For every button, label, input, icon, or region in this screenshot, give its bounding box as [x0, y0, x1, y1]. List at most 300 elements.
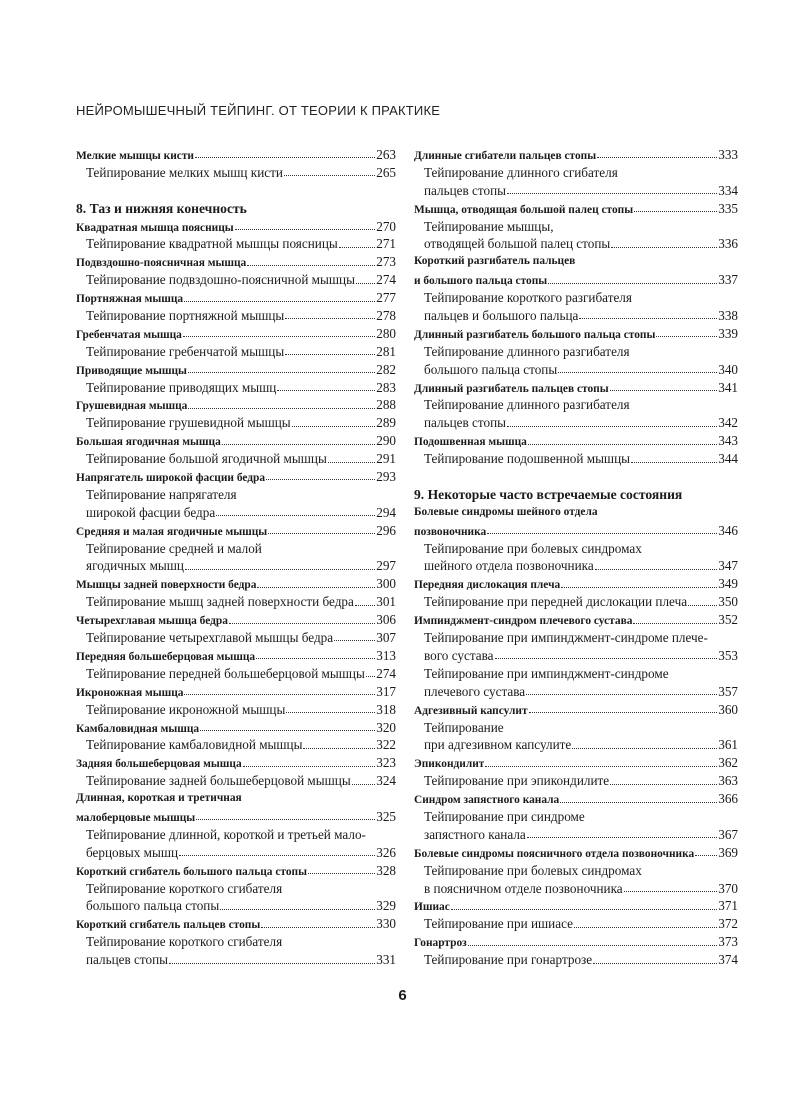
toc-page-number: 271	[376, 236, 396, 252]
toc-entry-title: Напрягатель широкой фасции бедра	[76, 472, 266, 485]
dot-leader	[597, 156, 717, 158]
toc-subentry-title: при адгезивном капсулите	[424, 737, 572, 753]
toc-entry-title: Гребенчатая мышца	[76, 328, 182, 341]
dot-leader	[688, 604, 717, 606]
dot-leader	[216, 514, 375, 516]
toc-entry-line	[414, 862, 738, 880]
toc-subentry-title: Тейпирование при синдроме	[424, 808, 585, 824]
dot-leader	[229, 622, 375, 624]
toc-entry-line	[76, 880, 396, 898]
dot-leader	[268, 532, 375, 534]
toc-entry-line	[414, 164, 738, 182]
toc-subentry-title: большого пальца стопы	[424, 361, 558, 377]
toc-entry-title: Длинный разгибатель большого пальца стопы	[414, 328, 656, 341]
toc-entry[interactable]	[414, 432, 738, 450]
toc-entry[interactable]	[414, 880, 738, 898]
toc-subentry-title: Тейпирование квадратной мышцы поясницы	[86, 236, 338, 252]
toc-column-right	[414, 146, 738, 969]
toc-page-number: 361	[718, 737, 738, 753]
toc-entry[interactable]	[76, 951, 396, 969]
dot-leader	[195, 156, 375, 158]
toc-subentry-title: Тейпирование камбаловидной мышцы	[86, 737, 303, 753]
dot-leader	[220, 908, 375, 910]
dot-leader	[633, 622, 717, 624]
toc-subentry-title: Тейпирование напрягателя	[86, 486, 237, 502]
dot-leader	[574, 926, 717, 928]
toc-entry[interactable]	[76, 611, 396, 629]
toc-entry-title: Мышцы задней поверхности бедра	[76, 579, 257, 592]
toc-page-number: 363	[718, 773, 738, 789]
dot-leader	[303, 747, 375, 749]
toc-entry[interactable]	[76, 396, 396, 414]
dot-leader	[656, 335, 717, 337]
dot-leader	[579, 317, 717, 319]
dot-leader	[285, 353, 375, 355]
dot-leader	[292, 425, 376, 427]
toc-entry[interactable]	[76, 307, 396, 325]
dot-leader	[610, 783, 717, 785]
dot-leader	[355, 604, 375, 606]
toc-page-number: 346	[718, 522, 738, 538]
toc-entry[interactable]	[76, 719, 396, 737]
toc-page-number: 337	[718, 272, 738, 288]
toc-page-number: 283	[376, 379, 396, 395]
toc-subentry-title: Тейпирование длинного разгибателя	[424, 397, 630, 413]
section-heading: 9. Некоторые часто встречаемые состояния	[414, 486, 683, 502]
dot-leader	[308, 872, 375, 874]
toc-subentry-title: пальцев стопы	[86, 952, 169, 968]
toc-entry-line	[414, 719, 738, 737]
toc-entry[interactable]	[76, 271, 396, 289]
toc-subentry-title: Тейпирование длинной, короткой и третьей мало-	[86, 826, 366, 842]
toc-entry[interactable]	[414, 844, 738, 862]
toc-subentry-title: пальцев стопы	[424, 182, 507, 198]
toc-subentry-title: Тейпирование при ишиасе	[424, 916, 573, 932]
toc-entry[interactable]	[76, 164, 396, 182]
toc-entry[interactable]	[76, 629, 396, 647]
toc-page-number: 339	[718, 325, 738, 341]
dot-leader	[247, 264, 375, 266]
toc-page-number: 301	[376, 594, 396, 610]
dot-leader	[468, 944, 717, 946]
toc-page-number: 344	[718, 451, 738, 467]
toc-entry-title: Большая ягодичная мышца	[76, 436, 221, 449]
toc-entry-title: Длинная, короткая и третичная	[76, 792, 242, 805]
toc-entry[interactable]	[76, 146, 396, 164]
toc-subentry-title: Тейпирование гребенчатой мышцы	[86, 343, 285, 359]
toc-entry[interactable]	[414, 951, 738, 969]
toc-page-number: 307	[376, 630, 396, 646]
dot-leader	[184, 693, 375, 695]
toc-entry[interactable]	[414, 414, 738, 432]
toc-page-number: 290	[376, 433, 396, 449]
dot-leader	[487, 532, 717, 534]
toc-page-number: 318	[376, 701, 396, 717]
dot-leader	[196, 818, 375, 820]
toc-entry[interactable]	[414, 933, 738, 951]
toc-page-number: 349	[718, 576, 738, 592]
toc-subentry-title: Тейпирование короткого сгибателя	[86, 880, 283, 896]
toc-entry-line	[76, 540, 396, 558]
toc-page-number: 281	[376, 343, 396, 359]
toc-page-number: 325	[376, 808, 396, 824]
toc-page-number: 352	[718, 612, 738, 628]
toc-entry-line	[414, 396, 738, 414]
spacer	[414, 468, 738, 486]
toc-entry[interactable]	[414, 647, 738, 665]
toc-page-number: 296	[376, 522, 396, 538]
toc-subentry-title: Тейпирование передней большеберцовой мышцы	[86, 665, 365, 681]
toc-subentry-title: пальцев стопы	[424, 415, 507, 431]
toc-subentry-title: Тейпирование подвздошно-поясничной мышцы	[86, 272, 355, 288]
toc-entry-title: Подошвенная мышца	[414, 436, 527, 449]
toc-page-number: 322	[376, 737, 396, 753]
toc-entry[interactable]	[76, 897, 396, 915]
toc-entry-title: Длинный разгибатель пальцев стопы	[414, 382, 609, 395]
toc-page-number: 333	[718, 147, 738, 162]
toc-page-number: 323	[376, 755, 396, 771]
toc-page-number: 273	[376, 254, 396, 270]
dot-leader	[266, 478, 375, 480]
toc-subentry-title: Тейпирование грушевидной мышцы	[86, 415, 291, 431]
toc-entry[interactable]	[414, 772, 738, 790]
toc-page-number: 329	[376, 898, 396, 914]
toc-entry[interactable]	[76, 253, 396, 271]
toc-subentry-title: Тейпирование длинного сгибателя	[424, 164, 618, 180]
toc-entry[interactable]	[414, 790, 738, 808]
toc-subentry-title: Тейпирование приводящих мышц	[86, 379, 277, 395]
toc-entry-title: Приводящие мышцы	[76, 364, 187, 377]
toc-entry-title: Болевые синдромы шейного отдела	[414, 505, 598, 518]
dot-leader	[572, 747, 717, 749]
toc-entry[interactable]	[76, 343, 396, 361]
dot-leader	[256, 657, 375, 659]
dot-leader	[179, 854, 375, 856]
dot-leader	[527, 836, 717, 838]
toc-page-number: 341	[718, 379, 738, 395]
dot-leader	[485, 765, 717, 767]
toc-subentry-title: Тейпирование короткого сгибателя	[86, 934, 283, 950]
toc-entry[interactable]	[414, 182, 738, 200]
toc-entry-title: Передняя большеберцовая мышца	[76, 650, 256, 663]
toc-page-number: 362	[718, 755, 738, 771]
toc-entry[interactable]	[76, 379, 396, 397]
toc-page-number: 360	[718, 701, 738, 717]
toc-entry[interactable]	[414, 235, 738, 253]
toc-entry[interactable]	[414, 575, 738, 593]
toc-page-number: 291	[376, 451, 396, 467]
toc-page-number: 270	[376, 218, 396, 234]
toc-entry[interactable]	[76, 557, 396, 575]
toc-entry-title: позвоночника	[414, 525, 487, 538]
toc-page-number: 278	[376, 308, 396, 324]
toc-entry[interactable]	[414, 271, 738, 289]
toc-entry[interactable]	[76, 468, 396, 486]
toc-entry-title: малоберцовые мышцы	[76, 811, 196, 824]
dot-leader	[185, 568, 375, 570]
toc-subentry-title: шейного отдела позвоночника	[424, 558, 594, 574]
dot-leader	[169, 962, 375, 964]
toc-page-number: 280	[376, 325, 396, 341]
toc-page-number: 331	[376, 952, 396, 968]
toc-entry[interactable]	[414, 897, 738, 915]
toc-entry[interactable]	[414, 200, 738, 218]
dot-leader	[183, 335, 375, 337]
toc-subentry-title: Тейпирование при эпикондилите	[424, 773, 610, 789]
toc-entry[interactable]	[414, 522, 738, 540]
toc-page-number: 288	[376, 397, 396, 413]
dot-leader	[507, 425, 717, 427]
toc-entry[interactable]	[76, 808, 396, 826]
toc-entry[interactable]	[76, 504, 396, 522]
toc-entry[interactable]	[76, 575, 396, 593]
toc-entry[interactable]	[76, 862, 396, 880]
toc-subentry-title: Тейпирование при передней дислокации плеча	[424, 594, 688, 610]
toc-entry-title: Задняя большеберцовая мышца	[76, 758, 242, 771]
toc-subentry-title: отводящей большой палец стопы	[424, 236, 611, 252]
dot-leader	[631, 461, 717, 463]
toc-entry-line	[76, 826, 396, 844]
toc-subentry-title: Тейпирование при импинджмент-синдроме	[424, 665, 669, 681]
toc-page-number: 342	[718, 415, 738, 431]
toc-entry-title: Гонартроз	[414, 937, 467, 950]
toc-page-number: 274	[376, 272, 396, 288]
toc-entry-title: Квадратная мышца поясницы	[76, 221, 234, 234]
toc-page-number: 324	[376, 773, 396, 789]
dot-leader	[184, 300, 375, 302]
toc-entry-title: Ишиас	[414, 901, 450, 914]
toc-entry[interactable]	[76, 683, 396, 701]
toc-entry[interactable]	[76, 736, 396, 754]
toc-entry-line	[414, 343, 738, 361]
toc-entry-title: Длинные сгибатели пальцев стопы	[414, 150, 597, 162]
toc-entry[interactable]	[414, 611, 738, 629]
dot-leader	[188, 371, 375, 373]
toc-subentry-title: Тейпирование большой ягодичной мышцы	[86, 451, 327, 467]
dot-leader	[561, 586, 717, 588]
toc-entry-line	[76, 790, 396, 808]
toc-subentry-title: вого сустава	[424, 647, 494, 663]
dot-leader	[634, 210, 717, 212]
toc-page-number: 294	[376, 504, 396, 520]
toc-page-number: 320	[376, 719, 396, 735]
toc-subentry-title: Тейпирование четырехглавой мышцы бедра	[86, 630, 334, 646]
toc-subentry-title: большого пальца стопы	[86, 898, 220, 914]
toc-entry[interactable]	[76, 450, 396, 468]
toc-entry[interactable]	[76, 915, 396, 933]
toc-entry-title: Короткий разгибатель пальцев	[414, 255, 576, 268]
toc-entry-line	[414, 289, 738, 307]
toc-entry-title: Икроножная мышца	[76, 686, 184, 699]
dot-leader	[695, 854, 717, 856]
toc-entry-line	[414, 808, 738, 826]
toc-column-left	[76, 146, 396, 969]
toc-entry[interactable]	[76, 665, 396, 683]
toc-entry[interactable]	[76, 754, 396, 772]
toc-entry[interactable]	[414, 736, 738, 754]
toc-subentry-title: Тейпирование мышц задней поверхности бедра	[86, 594, 354, 610]
toc-subentry-title: Тейпирование	[424, 719, 504, 735]
toc-subentry-title: Тейпирование при гонартрозе	[424, 952, 593, 968]
toc-entry[interactable]	[414, 379, 738, 397]
toc-subentry-title: Тейпирование портняжной мышцы	[86, 308, 285, 324]
dot-leader	[624, 890, 718, 892]
toc-subentry-title: Тейпирование короткого разгибателя	[424, 290, 632, 306]
toc-subentry-title: ягодичных мышц	[86, 558, 184, 574]
dot-leader	[352, 783, 376, 785]
toc-subentry-title: Тейпирование при импинджмент-синдроме плече-	[424, 630, 708, 646]
toc-subentry-title: Тейпирование задней большеберцовой мышцы	[86, 773, 351, 789]
toc-subentry-title: Тейпирование мелких мышц кисти	[86, 164, 283, 180]
toc-entry[interactable]	[76, 235, 396, 253]
dot-leader	[285, 317, 375, 319]
toc-page-number: 353	[718, 647, 738, 663]
toc-page-number: 372	[718, 916, 738, 932]
toc-page-number: 313	[376, 647, 396, 663]
toc-subentry-title: берцовых мышц	[86, 844, 179, 860]
toc-page-number: 300	[376, 576, 396, 592]
toc-page-number: 297	[376, 558, 396, 574]
toc-page-number: 334	[718, 182, 738, 198]
dot-leader	[222, 443, 375, 445]
toc-page-number: 374	[718, 952, 738, 968]
toc-entry[interactable]	[76, 218, 396, 236]
toc-subentry-title: Тейпирование при болевых синдромах	[424, 540, 642, 556]
dot-leader	[188, 407, 375, 409]
toc-page-number: 338	[718, 308, 738, 324]
toc-entry[interactable]	[76, 844, 396, 862]
toc-subentry-title: в поясничном отделе позвоночника	[424, 880, 623, 896]
dot-leader	[277, 389, 375, 391]
toc-entry[interactable]	[414, 450, 738, 468]
toc-page-number: 277	[376, 290, 396, 306]
toc-entry-line	[414, 253, 738, 271]
toc-entry-title: Синдром запястного канала	[414, 794, 560, 807]
toc-page-number: 330	[376, 916, 396, 932]
toc-entry[interactable]	[414, 826, 738, 844]
dot-leader	[558, 371, 717, 373]
toc-entry[interactable]	[414, 146, 738, 164]
toc-entry-title: Четырехглавая мышца бедра	[76, 615, 228, 628]
toc-page-number: 263	[376, 147, 396, 162]
toc-subentry-title: Тейпирование мышцы,	[424, 218, 554, 234]
toc-page-number: 369	[718, 844, 738, 860]
toc-entry-title: Импинджмент-синдром плечевого сустава	[414, 615, 633, 628]
dot-leader	[286, 711, 375, 713]
toc-page-number: 343	[718, 433, 738, 449]
dot-leader	[526, 693, 717, 695]
toc-entry-title: Средняя и малая ягодичные мышцы	[76, 525, 268, 538]
toc-entry-line	[76, 486, 396, 504]
dot-leader	[366, 675, 375, 677]
toc-entry[interactable]	[414, 593, 738, 611]
toc-page-number: 347	[718, 558, 738, 574]
toc-page-number: 335	[718, 200, 738, 216]
toc-subentry-title: широкой фасции бедра	[86, 504, 216, 520]
toc-entry-title: Короткий сгибатель пальцев стопы	[76, 919, 261, 932]
dot-leader	[507, 192, 717, 194]
toc-entry-title: Мелкие мышцы кисти	[76, 150, 194, 162]
toc-entry-title: Болевые синдромы поясничного отдела позвоночника	[414, 847, 695, 860]
spacer	[76, 182, 396, 200]
dot-leader	[334, 639, 375, 641]
toc-page-number: 282	[376, 361, 396, 377]
toc-page-number: 336	[718, 236, 738, 252]
toc-entry[interactable]	[76, 593, 396, 611]
toc-page-number: 373	[718, 934, 738, 950]
dot-leader	[328, 461, 375, 463]
toc-page-number: 274	[376, 665, 396, 681]
toc-page-number: 293	[376, 469, 396, 485]
toc-page-number: 366	[718, 791, 738, 807]
toc-page-number: 371	[718, 898, 738, 914]
toc-entry-title: Камбаловидная мышца	[76, 722, 200, 735]
toc-entry[interactable]	[76, 361, 396, 379]
toc-entry[interactable]	[76, 289, 396, 307]
section-heading: 8. Таз и нижняя конечность	[76, 200, 247, 216]
toc-subentry-title: плечевого сустава	[424, 683, 526, 699]
toc-page-number: 306	[376, 612, 396, 628]
toc-entry-title: Портняжная мышца	[76, 293, 184, 306]
toc-entry[interactable]	[414, 754, 738, 772]
toc-entry[interactable]	[414, 325, 738, 343]
toc-page-number: 357	[718, 683, 738, 699]
toc-entry[interactable]	[414, 701, 738, 719]
toc-entry[interactable]	[76, 647, 396, 665]
dot-leader	[548, 282, 717, 284]
toc-entry[interactable]	[76, 701, 396, 719]
toc-entry-line	[414, 665, 738, 683]
dot-leader	[235, 228, 376, 230]
toc-entry[interactable]	[76, 414, 396, 432]
toc-entry[interactable]	[414, 683, 738, 701]
dot-leader	[257, 586, 375, 588]
toc-entry[interactable]	[76, 522, 396, 540]
dot-leader	[243, 765, 376, 767]
toc-entry-title: Адгезивный капсулит	[414, 704, 528, 717]
toc-page-number: 367	[718, 826, 738, 842]
toc-entry-title: Передняя дислокация плеча	[414, 579, 561, 592]
toc-page-number: 289	[376, 415, 396, 431]
toc-entry-line	[414, 629, 738, 647]
toc-entry[interactable]	[414, 361, 738, 379]
toc-entry[interactable]	[76, 772, 396, 790]
toc-subentry-title: Тейпирование при болевых синдромах	[424, 862, 642, 878]
toc-entry-line	[414, 218, 738, 236]
dot-leader	[560, 801, 717, 803]
toc-subentry-title: запястного канала	[424, 826, 526, 842]
toc-subentry-title: Тейпирование подошвенной мышцы	[424, 451, 631, 467]
toc-page-number: 265	[376, 164, 396, 180]
toc-page-number: 350	[718, 594, 738, 610]
toc-entry[interactable]	[414, 557, 738, 575]
toc-entry[interactable]	[76, 325, 396, 343]
toc-entry-title: Подвздошно-поясничная мышца	[76, 257, 247, 270]
dot-leader	[593, 962, 717, 964]
dot-leader	[611, 246, 717, 248]
running-header: НЕЙРОМЫШЕЧНЫЙ ТЕЙПИНГ. ОТ ТЕОРИИ К ПРАКТИКЕ	[76, 103, 441, 118]
toc-entry[interactable]	[414, 307, 738, 325]
toc-entry[interactable]	[414, 915, 738, 933]
toc-page-number: 328	[376, 862, 396, 878]
toc-subentry-title: пальцев и большого пальца	[424, 308, 579, 324]
toc-entry-title: Короткий сгибатель большого пальца стопы	[76, 865, 307, 878]
dot-leader	[200, 729, 375, 731]
toc-entry[interactable]	[76, 432, 396, 450]
dot-leader	[339, 246, 375, 248]
dot-leader	[595, 568, 718, 570]
dot-leader	[261, 926, 375, 928]
